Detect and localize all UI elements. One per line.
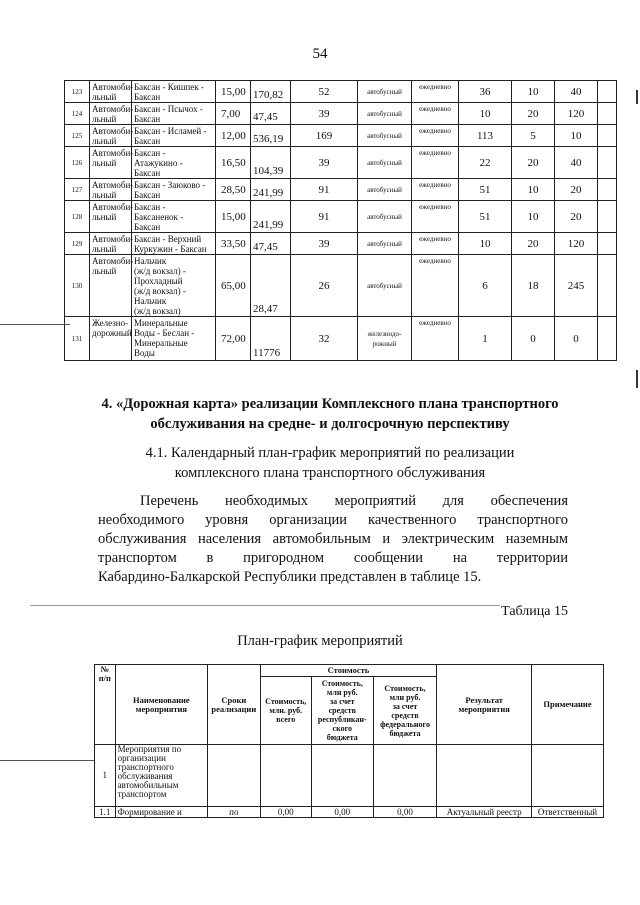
header-cost-total: Стоимость, млн. руб. всего [260, 677, 311, 745]
header-note: Примечание [531, 665, 603, 745]
value-3: 20 [555, 179, 598, 201]
route-trips: 32 [291, 317, 358, 361]
row-no: 1 [95, 745, 116, 807]
value-1: 1 [459, 317, 512, 361]
table-title: План-график мероприятий [237, 633, 403, 649]
value-1: 6 [459, 255, 512, 317]
route-no: 123 [65, 81, 90, 103]
route-cost: 104,39 [251, 147, 291, 179]
transport-type: Автомоби- льный [90, 201, 132, 233]
route-no: 126 [65, 147, 90, 179]
transport-type: Автомоби- льный [90, 81, 132, 103]
route-trips: 39 [291, 103, 358, 125]
value-1: 36 [459, 81, 512, 103]
row-cost-total: 0,00 [260, 807, 311, 818]
empty-cell [598, 103, 617, 125]
row-cost-regional [311, 745, 373, 807]
route-name: Нальчик (ж/д вокзал) - Прохладный (ж/д вокзал) - Нальчик (ж/д вокзал) [132, 255, 216, 317]
header-term: Сроки реализации [208, 665, 260, 745]
route-no: 124 [65, 103, 90, 125]
routes-row [65, 147, 617, 179]
value-3: 120 [555, 103, 598, 125]
value-1: 51 [459, 179, 512, 201]
route-trips: 52 [291, 81, 358, 103]
transport-type: Автомоби- льный [90, 103, 132, 125]
vehicle-type: автобусный [358, 179, 412, 201]
vehicle-type: автобусный [358, 233, 412, 255]
row-note [531, 745, 603, 807]
route-name: Минеральные Воды - Беслан - Минеральные Воды [132, 317, 216, 361]
row-name: Мероприятия по организации транспортного обслуживания автомобильным транспортом [115, 745, 208, 807]
routes-row [65, 179, 617, 201]
routes-row [65, 255, 617, 317]
empty-cell [598, 179, 617, 201]
scan-mark [636, 90, 638, 104]
paragraph-line: Перечень необходимых мероприятий для обеспечения [140, 493, 568, 509]
value-2: 10 [512, 81, 555, 103]
route-length: 28,50 [216, 179, 251, 201]
subsection-title [80, 443, 580, 483]
value-2: 0 [512, 317, 555, 361]
vehicle-type: автобусный [358, 255, 412, 317]
route-trips: 169 [291, 125, 358, 147]
route-cost: 170,82 [251, 81, 291, 103]
frequency: ежедневно [412, 179, 459, 201]
header-cost-regional: Стоимость, млн руб. за счет средств республикан- ского бюджета [311, 677, 373, 745]
route-name: Баксан - Верхний Куркужин - Баксан [132, 233, 216, 255]
frequency: ежедневно [412, 103, 459, 125]
header-result: Результат мероприятия [437, 665, 532, 745]
value-3: 245 [555, 255, 598, 317]
route-cost: 47,45 [251, 233, 291, 255]
header-name: Наименование мероприятия [115, 665, 208, 745]
value-1: 113 [459, 125, 512, 147]
scan-line [0, 760, 94, 761]
route-name: Баксан - Заюково - Баксан [132, 179, 216, 201]
value-2: 5 [512, 125, 555, 147]
paragraph-line: транспортом в пригородном сообщении на территории [98, 550, 568, 566]
route-length: 15,00 [216, 81, 251, 103]
empty-cell [598, 147, 617, 179]
row-cost-total [260, 745, 311, 807]
value-3: 40 [555, 147, 598, 179]
scan-mark [636, 370, 638, 388]
route-name: Баксан - Атажукино - Баксан [132, 147, 216, 179]
body-paragraph [98, 492, 568, 587]
route-no: 125 [65, 125, 90, 147]
row-term [208, 745, 260, 807]
route-name: Баксан - Псычох - Баксан [132, 103, 216, 125]
vehicle-type: автобусный [358, 81, 412, 103]
routes-row [65, 103, 617, 125]
route-no: 129 [65, 233, 90, 255]
frequency: ежедневно [412, 201, 459, 233]
route-length: 12,00 [216, 125, 251, 147]
value-2: 18 [512, 255, 555, 317]
section-title [80, 394, 580, 434]
route-cost: 28,47 [251, 255, 291, 317]
routes-row [65, 201, 617, 233]
route-cost: 11776 [251, 317, 291, 361]
row-cost-federal [373, 745, 437, 807]
route-trips: 39 [291, 233, 358, 255]
route-cost: 241,99 [251, 201, 291, 233]
value-3: 120 [555, 233, 598, 255]
vehicle-type: железнодо- рожный [358, 317, 412, 361]
header-cost-federal: Стоимость, млн руб. за счет средств федерального бюджета [373, 677, 437, 745]
route-length: 65,00 [216, 255, 251, 317]
route-length: 72,00 [216, 317, 251, 361]
routes-row [65, 233, 617, 255]
empty-cell [598, 317, 617, 361]
value-3: 20 [555, 201, 598, 233]
routes-table [64, 80, 617, 361]
section-title-line-1: 4. «Дорожная карта» реализации Комплексного плана транспортного [101, 396, 559, 412]
routes-row [65, 125, 617, 147]
row-result [437, 745, 532, 807]
route-length: 15,00 [216, 201, 251, 233]
frequency: ежедневно [412, 147, 459, 179]
frequency: ежедневно [412, 81, 459, 103]
subsection-title-line-1: 4.1. Календарный план-график мероприятий по реализации [145, 445, 515, 461]
frequency: ежедневно [412, 125, 459, 147]
route-cost: 47,45 [251, 103, 291, 125]
route-cost: 536,19 [251, 125, 291, 147]
vehicle-type: автобусный [358, 103, 412, 125]
route-no: 131 [65, 317, 90, 361]
route-name: Баксан - Кишпек - Баксан [132, 81, 216, 103]
row-name: Формирование и [115, 807, 208, 818]
frequency: ежедневно [412, 233, 459, 255]
transport-type: Железно- дорожный [90, 317, 132, 361]
header-cost-group: Стоимость [260, 665, 437, 677]
header-no: № п/п [95, 665, 116, 745]
route-no: 130 [65, 255, 90, 317]
paragraph-line: обслуживания населения автомобильным и электрическим наземным [98, 531, 568, 547]
empty-cell [598, 81, 617, 103]
table-caption: Таблица 15 [501, 604, 568, 619]
vehicle-type: автобусный [358, 125, 412, 147]
transport-type: Автомоби- льный [90, 233, 132, 255]
route-length: 16,50 [216, 147, 251, 179]
scan-line [30, 605, 500, 606]
value-2: 20 [512, 233, 555, 255]
row-result: Актуальный реестр [437, 807, 532, 818]
empty-cell [598, 201, 617, 233]
value-3: 40 [555, 81, 598, 103]
route-name: Баксан - Баксаненок - Баксан [132, 201, 216, 233]
route-trips: 39 [291, 147, 358, 179]
value-1: 22 [459, 147, 512, 179]
route-trips: 26 [291, 255, 358, 317]
value-2: 20 [512, 147, 555, 179]
route-no: 127 [65, 179, 90, 201]
value-2: 10 [512, 201, 555, 233]
row-note: Ответственный [531, 807, 603, 818]
empty-cell [598, 255, 617, 317]
value-3: 10 [555, 125, 598, 147]
frequency: ежедневно [412, 255, 459, 317]
scan-line [0, 324, 70, 325]
route-name: Баксан - Исламей - Баксан [132, 125, 216, 147]
paragraph-line: необходимого уровня организации качественного транспортного [98, 512, 568, 528]
paragraph-line: Кабардино-Балкарской Республики представлен в таблице 15. [98, 569, 482, 585]
route-cost: 241,99 [251, 179, 291, 201]
transport-type: Автомоби- льный [90, 147, 132, 179]
route-length: 7,00 [216, 103, 251, 125]
row-cost-regional: 0,00 [311, 807, 373, 818]
routes-row [65, 81, 617, 103]
value-2: 20 [512, 103, 555, 125]
row-term: по [208, 807, 260, 818]
transport-type: Автомоби- льный [90, 255, 132, 317]
frequency: ежедневно [412, 317, 459, 361]
subsection-title-line-2: комплексного плана транспортного обслуживания [174, 465, 486, 481]
row-no: 1.1 [95, 807, 116, 818]
empty-cell [598, 233, 617, 255]
vehicle-type: автобусный [358, 147, 412, 179]
route-trips: 91 [291, 201, 358, 233]
page-number: 54 [312, 46, 328, 62]
value-2: 10 [512, 179, 555, 201]
route-trips: 91 [291, 179, 358, 201]
route-no: 128 [65, 201, 90, 233]
section-title-line-2: обслуживания на средне- и долгосрочную перспективу [150, 416, 510, 432]
transport-type: Автомоби- льный [90, 179, 132, 201]
value-3: 0 [555, 317, 598, 361]
vehicle-type: автобусный [358, 201, 412, 233]
plan-table [94, 664, 604, 818]
routes-row [65, 317, 617, 361]
transport-type: Автомоби- льный [90, 125, 132, 147]
empty-cell [598, 125, 617, 147]
row-cost-federal: 0,00 [373, 807, 437, 818]
value-1: 10 [459, 233, 512, 255]
value-1: 51 [459, 201, 512, 233]
value-1: 10 [459, 103, 512, 125]
route-length: 33,50 [216, 233, 251, 255]
